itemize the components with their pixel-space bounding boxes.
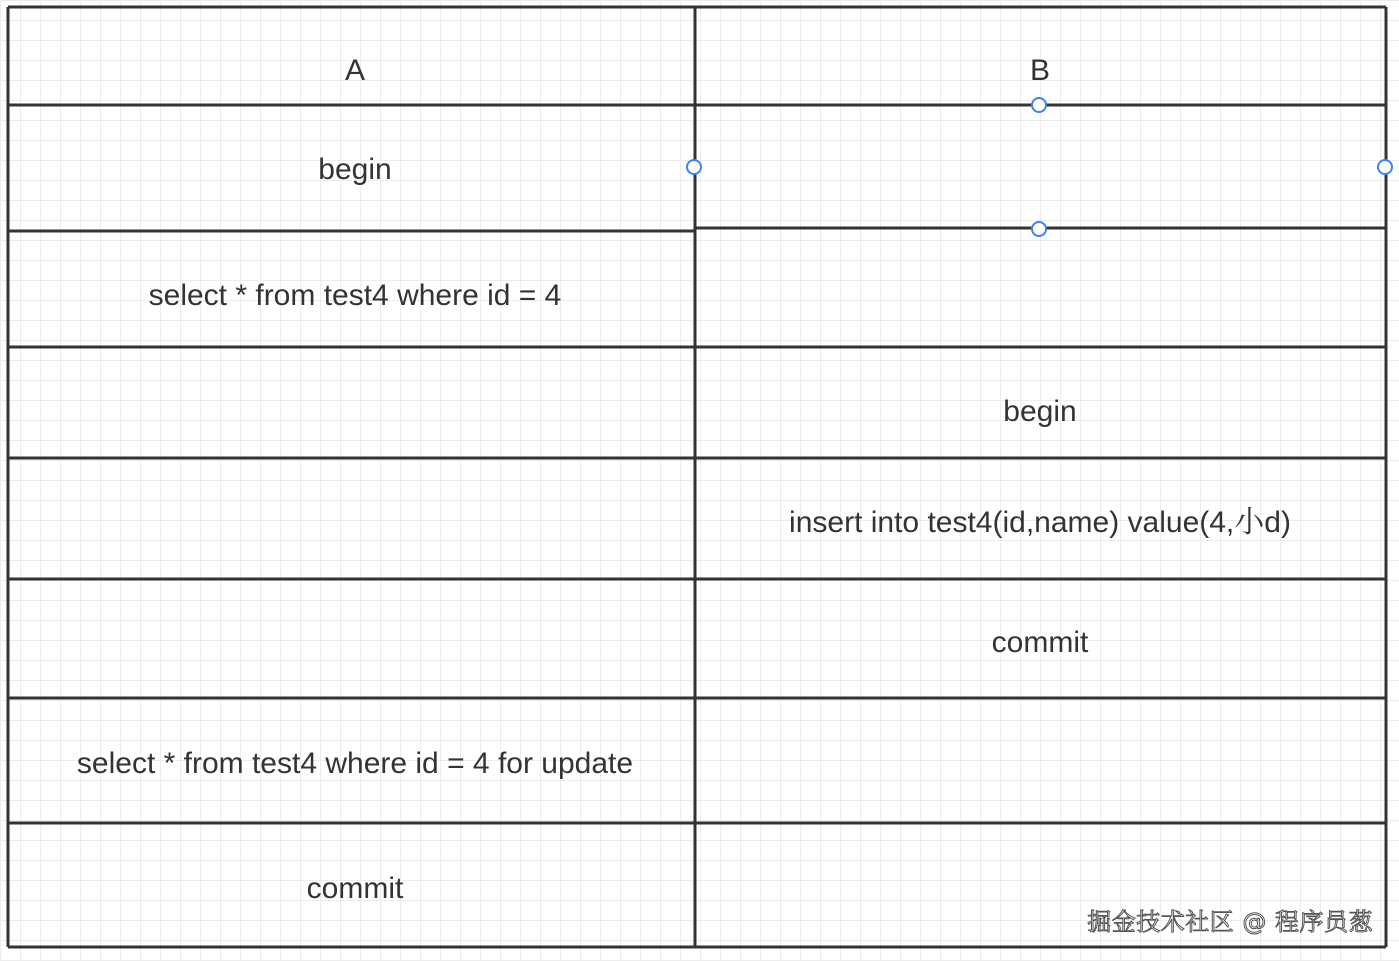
col-b-cell-commit: commit [991,626,1089,659]
column-b-header: B [1029,54,1051,87]
col-b-cell-insert: insert into test4(id,name) value(4,小d) [789,506,1291,539]
watermark: 掘金技术社区 @ 程序员葱 [1087,908,1373,936]
col-b-cell-begin: begin [1003,395,1077,428]
column-a-header: A [344,54,366,87]
col-a-cell-select-for-update: select * from test4 where id = 4 for update [76,747,634,780]
resize-handle-bottom[interactable] [1032,222,1046,236]
resize-handle-right[interactable] [1378,160,1392,174]
resize-handle-left[interactable] [687,160,701,174]
selection-handles[interactable] [687,98,1392,236]
resize-handle-top[interactable] [1032,98,1046,112]
col-a-cell-select: select * from test4 where id = 4 [148,279,562,312]
col-a-cell-commit: commit [306,872,404,905]
col-a-cell-begin: begin [318,153,392,186]
table-grid-lines [8,7,1386,947]
